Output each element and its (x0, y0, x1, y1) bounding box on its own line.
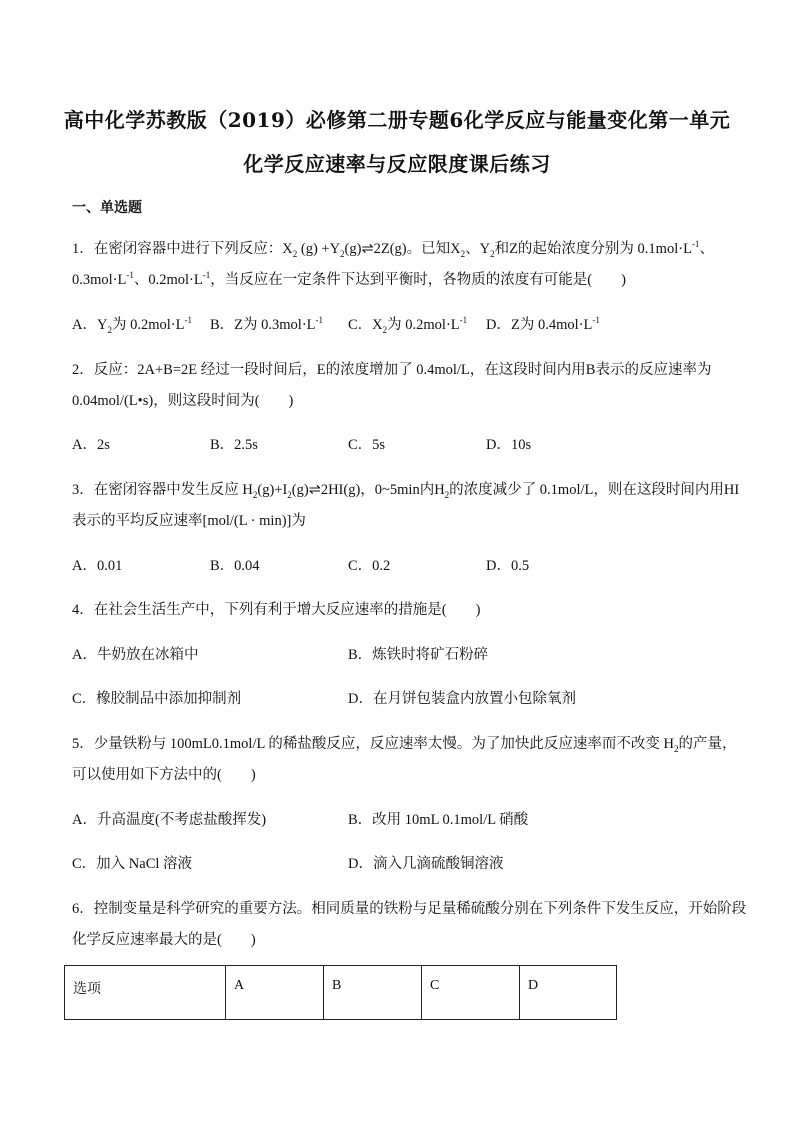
question-5-text-line1: 5．少量铁粉与 100mL0.1mol/L 的稀盐酸反应，反应速率太慢。为了加快此反应速率而不改变 $H_2$的产量， (72, 736, 737, 754)
question-3-option-d: D．0.5 (486, 558, 530, 574)
question-3-text-line2: 表示的平均反应速率[mol/(L · min)]为 (72, 513, 306, 529)
question-3-option-b: B．0.04 (210, 558, 260, 574)
question-4-option-c: C．橡胶制品中添加抑制剂 (72, 691, 242, 707)
question-3-option-c: C．0.2 (348, 558, 391, 574)
question-6-text-line1: 6．控制变量是科学研究的重要方法。相同质量的铁粉与足量稀硫酸分别在下列条件下发生反应，开始阶段 (72, 901, 747, 917)
question-2-option-d: D．10s (486, 437, 532, 453)
question-3-text-line1: 3．在密闭容器中发生反应 $H_2(g)+I_2(g)\rightleftharpoons 2HI(g)$，0~5min内$H_2$的浓度减少了 0.1mol/L，则在这段时间内用HI (72, 482, 740, 500)
question-2-text-line1: 2．反应：2A+B=2E 经过一段时间后，E的浓度增加了 0.4mol/L，在这段时间内用B表示的反应速率为 (72, 362, 712, 378)
question-1-text-line2: $0.3mol\cdot L^{-1}$、$0.2mol\cdot L^{-1}$，当反应在一定条件下达到平衡时，各物质的浓度有可能是( ) (72, 270, 626, 288)
table-cell-header-c: C (422, 966, 520, 1020)
question-3-option-a: A．0.01 (72, 558, 123, 574)
document-title-line1: 高中化学苏教版（2019）必修第二册专题6化学反应与能量变化第一单元 (63, 108, 731, 132)
table-row (65, 966, 617, 1020)
question-2-option-c: C．5s (348, 437, 386, 453)
question-4-text-line1: 4．在社会生活生产中，下列有利于增大反应速率的措施是( ) (72, 602, 481, 618)
question-2-option-b: B．2.5s (210, 437, 258, 453)
question-1-option-c: C．$X_2$为 $0.2mol\cdot L^{-1}$ (348, 315, 468, 335)
question-6-text-line2: 化学反应速率最大的是( ) (72, 932, 256, 948)
question-2-text-line2: 0.04mol/(L•s)，则这段时间为( ) (72, 393, 294, 409)
question-5-text-line2: 可以使用如下方法中的( ) (72, 767, 256, 783)
question-2-option-a: A．2s (72, 437, 110, 453)
table-cell-header-a: A (226, 966, 324, 1020)
question-5-option-c: C．加入 NaCl 溶液 (72, 856, 193, 872)
question-4-option-b: B．炼铁时将矿石粉碎 (348, 647, 489, 663)
question-1-option-d: D．Z为 $0.4mol\cdot L^{-1}$ (486, 315, 600, 333)
question-5-option-a: A．升高温度(不考虑盐酸挥发) (72, 812, 267, 828)
question-1-option-a: A．$Y_2$为 $0.2mol\cdot L^{-1}$ (72, 315, 192, 335)
question-5-option-d: D．滴入几滴硫酸铜溶液 (348, 856, 504, 872)
question-4-option-d: D．在月饼包装盒内放置小包除氧剂 (348, 691, 576, 707)
question-4-option-a: A．牛奶放在冰箱中 (72, 647, 199, 663)
document-title-line2: 化学反应速率与反应限度课后练习 (243, 152, 551, 176)
table-cell-header-d: D (520, 966, 617, 1020)
table-cell-header-option: 选项 (65, 966, 226, 1020)
question-6-table (64, 965, 617, 1020)
question-5-option-b: B．改用 10mL 0.1mol/L 硝酸 (348, 812, 529, 828)
question-1-text-line1: 1．在密闭容器中进行下列反应：$X_2$ $(g) +Y_2(g)\rightleftharpoons 2Z(g)$。已知$X_2$、$Y_2$和Z的起始浓度分别为 $0.1mol\cdot L^{-1}$、 (72, 239, 714, 259)
question-1-option-b: B．Z为 $0.3mol\cdot L^{-1}$ (210, 315, 324, 333)
section-heading: 一、单选题 (72, 200, 142, 216)
table-cell-header-b: B (324, 966, 422, 1020)
